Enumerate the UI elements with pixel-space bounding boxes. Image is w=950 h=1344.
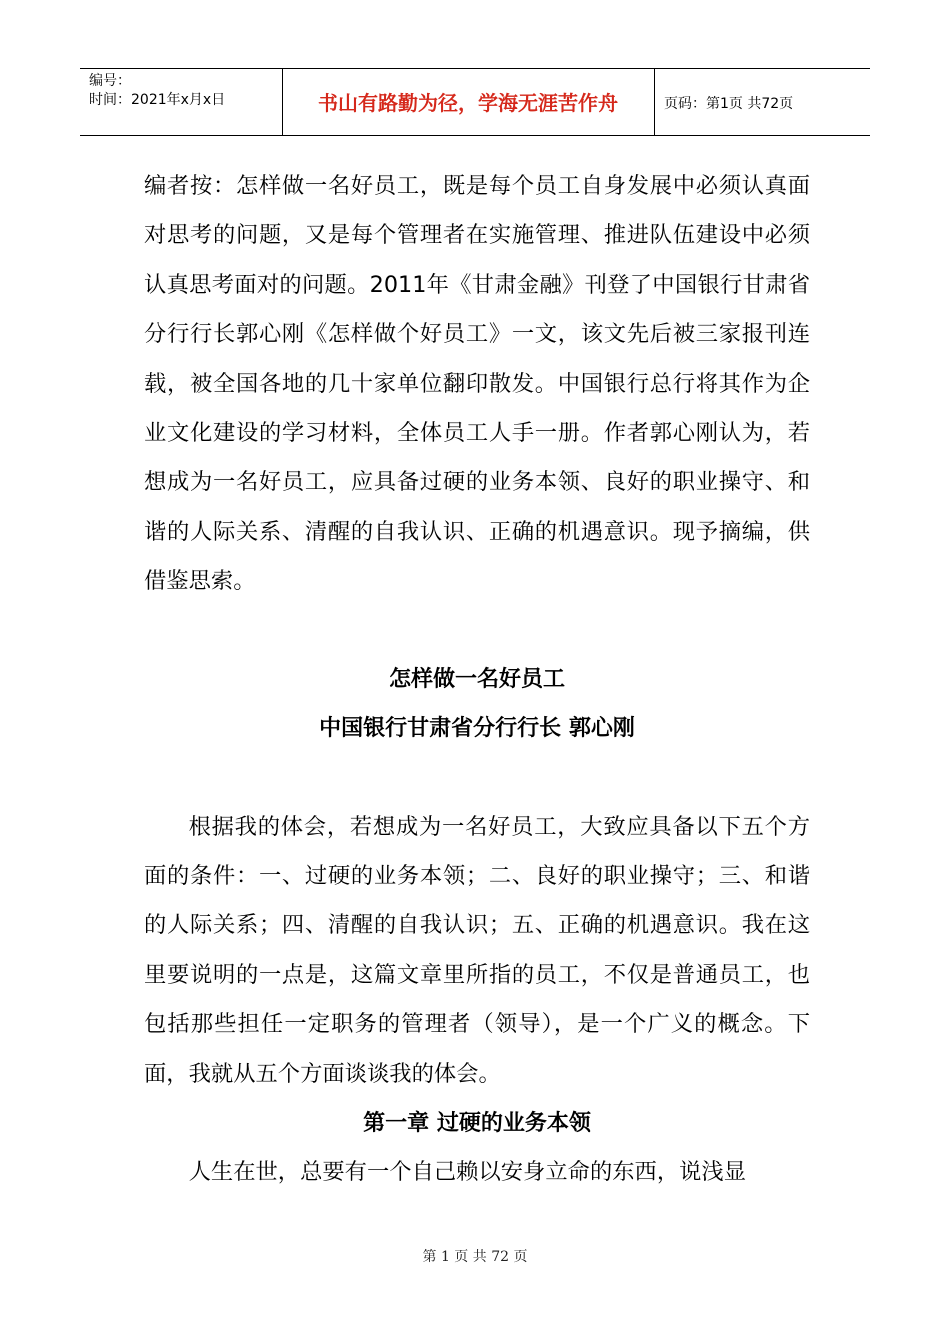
document-time-label: 时间：2021年x月x日	[89, 92, 226, 108]
header-divider-right	[654, 68, 655, 135]
header-page-info: 页码：第1页 共72页	[664, 96, 794, 112]
document-number-label: 编号：	[89, 73, 131, 89]
header-motto: 书山有路勤为径，学海无涯苦作舟	[318, 91, 618, 115]
article-title: 怎样做一名好员工	[388, 666, 565, 692]
chapter-heading: 第一章 过硬的业务本领	[363, 1111, 591, 1137]
body-paragraph: 根据我的体会，若想成为一名好员工，大致应具备以下五个方面的条件：一、过硬的业务本领；二、良好的职业操守；三、和谐的人际关系；四、清醒的自我认识；五、正确的机遇意识。我在这里要说明的一点是，这篇文章里所指的员工，不仅是普通员工，也包括那些担任一定职务的管理者（领导），是一个广义的概念。下面，我就从五个方面谈谈我的体会。	[144, 813, 810, 1087]
article-author: 中国银行甘肃省分行行长 郭心刚	[319, 715, 635, 741]
editor-note-paragraph: 编者按：怎样做一名好员工，既是每个员工自身发展中必须认真面对思考的问题，又是每个管理者在实施管理、推进队伍建设中必须认真思考面对的问题。2011年《甘肃金融》刊登了中国银行甘肃省分行行长郭心刚《怎样做个好员工》一文，该文先后被三家报刊连载，被全国各地的几十家单位翻印散发。中国银行总行将其作为企业文化建设的学习材料，全体员工人手一册。作者郭心刚认为，若想成为一名好员工，应具备过硬的业务本领、良好的职业操守、和谐的人际关系、清醒的自我认识、正确的机遇意识。现予摘编，供借鉴思索。	[144, 173, 810, 595]
header-meta	[89, 72, 225, 110]
document-body	[144, 162, 810, 1198]
header-bottom-border	[80, 135, 870, 136]
page-footer: 第 1 页 共 72 页	[422, 1249, 528, 1265]
body-paragraph: 人生在世，总要有一个自己赖以安身立命的东西，说浅显	[188, 1159, 747, 1186]
